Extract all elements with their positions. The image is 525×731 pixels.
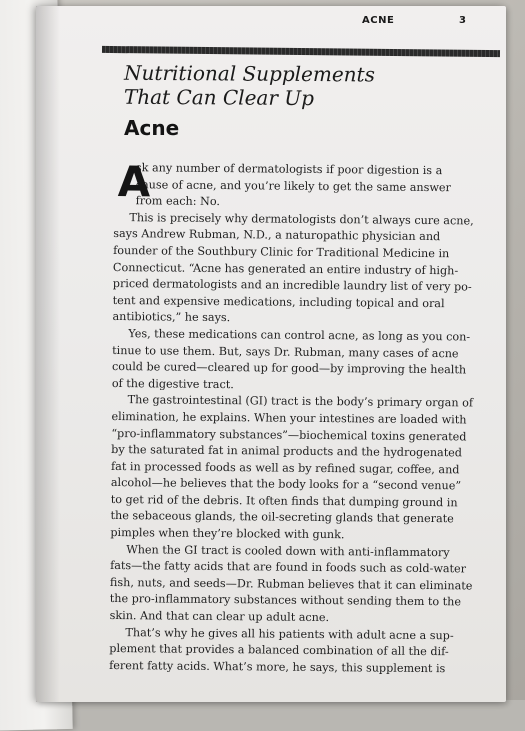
- article-title: [124, 61, 484, 112]
- body-line: Connecticut. “Acne has generated an entire industry of high-: [112, 260, 459, 277]
- body-line: fish, nuts, and seeds—Dr. Rubman believes that it can eliminate: [109, 575, 473, 593]
- article-title-keyword: Acne: [124, 116, 180, 140]
- body-line: tent and expensive medications, including topical and oral: [112, 293, 445, 310]
- drop-cap: A: [117, 157, 151, 207]
- paragraph-6: [109, 625, 481, 678]
- body-line: the pro-inflammatory substances without sending them to the: [109, 592, 462, 609]
- body-line: antibiotics,” he says.: [112, 310, 231, 325]
- body-line: That’s why he gives all his patients with adult acne a sup-: [125, 625, 454, 642]
- running-head: ACNE: [362, 15, 395, 26]
- page-number: 3: [459, 15, 466, 26]
- body-line: This is precisely why dermatologists don’t always cure acne,: [129, 210, 474, 228]
- paragraph-3: [112, 326, 485, 396]
- body-line: tinue to use them. But, says Dr. Rubman, many cases of acne: [112, 343, 459, 360]
- body-line: to get rid of the debris. It often finds that dumping ground in: [110, 492, 458, 510]
- body-line: cause of acne, and you’re likely to get the same answer: [135, 177, 451, 194]
- title-line-2: That Can Clear Up: [123, 84, 315, 111]
- body-line: of the digestive tract.: [111, 376, 234, 391]
- body-line: the sebaceous glands, the oil-secreting glands that generate: [110, 509, 454, 526]
- body-line: from each: No.: [135, 194, 221, 209]
- body-line: elimination, he explains. When your intestines are loaded with: [111, 409, 467, 427]
- article-body: [109, 157, 486, 678]
- body-line: priced dermatologists and an incredible laundry list of very po-: [112, 277, 472, 294]
- title-line-1: Nutritional Supplements: [124, 60, 375, 87]
- body-line: skin. And that can clear up adult acne.: [109, 609, 330, 625]
- body-line: “pro-inflammatory substances”—biochemical toxins generated: [111, 426, 467, 443]
- paragraph-2: [112, 210, 485, 330]
- body-line: When the GI tract is cooled down with anti-inflammatory: [126, 542, 450, 559]
- body-line: pimples when they’re blocked with gunk.: [110, 526, 345, 542]
- body-line: Yes, these medications can control acne, as long as you con-: [128, 327, 471, 344]
- body-line: could be cured—cleared up for good—by improving the health: [111, 360, 467, 377]
- body-line: alcohol—he believes that the body looks for a “second venue”: [110, 476, 462, 493]
- body-line: plement that provides a balanced combination of all the dif-: [109, 642, 449, 659]
- body-line: by the saturated fat in animal products and the hydrogenated: [111, 443, 463, 460]
- body-line: fat in processed foods as well as by refined sugar, coffee, and: [110, 459, 460, 477]
- paragraph-1: [114, 157, 486, 213]
- body-line: sk any number of dermatologists if poor digestion is a: [135, 161, 443, 178]
- paragraph-4: [110, 392, 483, 545]
- body-line: The gastrointestinal (GI) tract is the body’s primary organ of: [127, 393, 474, 410]
- body-line: ferent fatty acids. What’s more, he says, this supplement is: [109, 658, 446, 676]
- body-line: fats—the fatty acids that are found in foods such as cold-water: [110, 559, 467, 576]
- paragraph-5: [110, 542, 483, 629]
- body-line: founder of the Southbury Clinic for Traditional Medicine in: [113, 243, 450, 261]
- body-line: says Andrew Rubman, N.D., a naturopathic physician and: [113, 227, 441, 244]
